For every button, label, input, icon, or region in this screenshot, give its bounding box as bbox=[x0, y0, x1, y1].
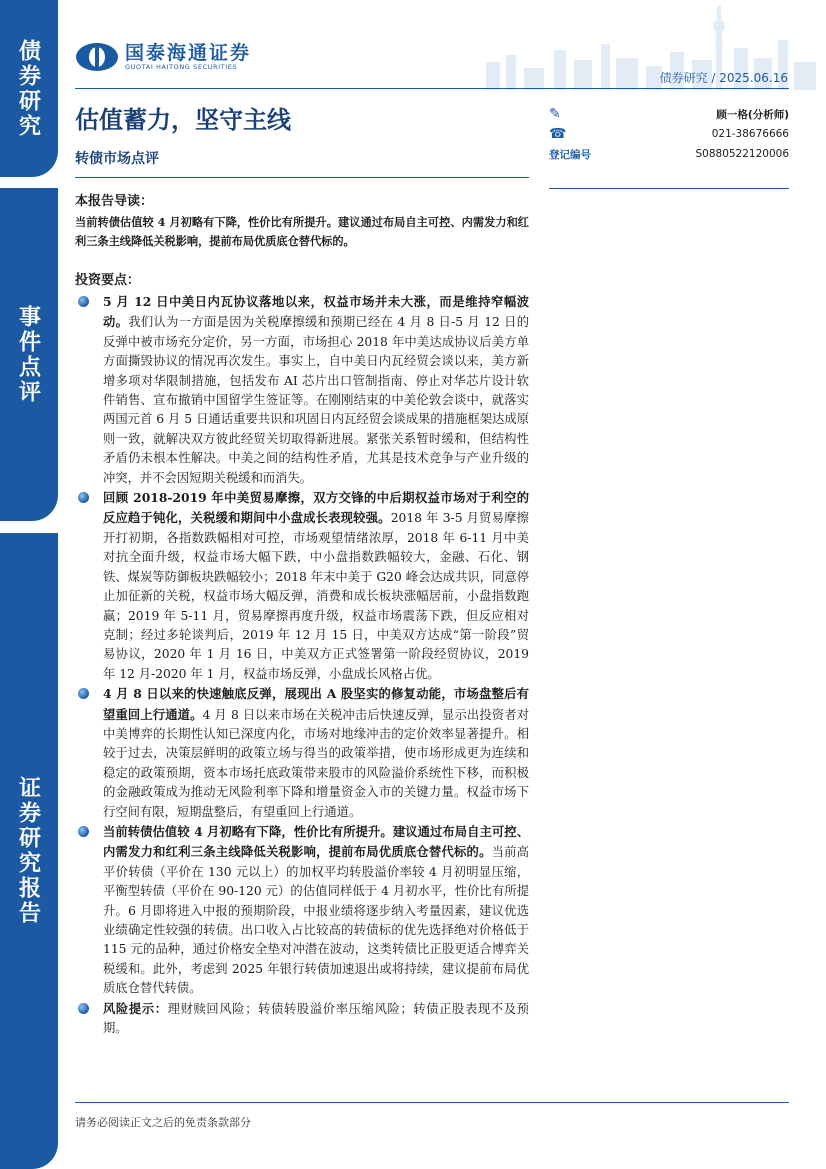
report-body bbox=[75, 190, 529, 1038]
category-date: 债券研究 / 2025.06.16 bbox=[659, 71, 788, 85]
analyst-name: 顾一格(分析师) bbox=[716, 108, 789, 121]
report-subtitle: 转债市场点评 bbox=[75, 151, 159, 167]
bullet-icon bbox=[78, 688, 89, 699]
list-item: 5 月 12 日中美日内瓦协议落地以来，权益市场并未大涨，而是维持窄幅波动。我们认为一方面是因为关税摩擦缓和预期已经在 4 月 8 日-5 月 12 日的反弹中被市场充分定价，另一方面，市场担心 2018 年中美达成协议后美方单方面撕毁协议的情况再次发生。事实上，自中美日内瓦经贸会谈以来，美方新增多项对华限制措施，包括发布 AI 芯片出口管制指南、停止对华芯片设计软件销售、宣布撤销中国留学生签证等。在刚刚结束的中美伦敦会谈中，就落实两国元首 6 月 5 日通话重要共识和巩固日内瓦经贸会谈成果的措施框架达成原则一致，就解决双方彼此经贸关切取得新进展。紧张关系暂时缓和，但结构性矛盾仍未根本性解决。中美之间的结构性矛盾，尤其是技术竞争与产业升级的冲突，并不会因短期关税缓和而消失。 bbox=[75, 292, 529, 488]
analyst-info bbox=[549, 104, 789, 164]
logo-mark-icon bbox=[75, 42, 119, 72]
intro-text: 当前转债估值较 4 月初略有下降，性价比有所提升。建议通过布局自主可控、内需发力和红利三条主线降低关税影响，提前布局优质底仓替代标的。 bbox=[75, 215, 529, 248]
bullet-icon bbox=[78, 296, 89, 307]
registration-number: S0880522120006 bbox=[695, 148, 789, 160]
side-tab-event-review: 事件点评 bbox=[0, 188, 58, 521]
side-tab-research-report: 证券研究报告 bbox=[0, 533, 58, 1169]
bullet-icon bbox=[78, 1003, 89, 1014]
list-item: 回顾 2018-2019 年中美贸易摩擦，双方交锋的中后期权益市场对于利空的反应趋于钝化，关税缓和期间中小盘成长表现较强。2018 年 3-5 月贸易摩擦开打初期，各指数跌幅相对可控，市场观望情绪浓厚，2018 年 6-11 月中美对抗全面升级，权益市场大幅下跌，中小盘指数跌幅较大，金融、石化、钢铁、煤炭等防御板块跌幅较小；2018 年末中美于 G20 峰会达成共识，同意停止加征新的关税，权益市场大幅反弹，消费和成长板块涨幅居前，小盘指数跑赢；2019 年 5-11 月，贸易摩擦再度升级，权益市场震荡下跌，但反应相对克制；经过多轮谈判后，2019 年 12 月 15 日，中美双方达成“第一阶段”贸易协议，2020 年 1 月 16 日，中美双方正式签署第一阶段经贸协议，2019 年 12 月-2020 年 1 月，权益市场反弹，小盘成长风格占优。 bbox=[75, 488, 529, 684]
analyst-phone: 021-38676666 bbox=[711, 128, 789, 140]
pen-icon: ✎ bbox=[549, 106, 561, 122]
disclaimer-note: 请务必阅读正文之后的免责条款部分 bbox=[75, 1116, 251, 1129]
logo-cn-text: 国泰海通证券 bbox=[125, 42, 252, 64]
list-item: 4 月 8 日以来的快速触底反弹，展现出 A 股坚实的修复动能，市场盘整后有望重回上行通道。4 月 8 日以来市场在关税冲击后快速反弹，显示出投资者对中美博弈的长期性认知已深度内化，市场对地缘冲击的定价效率显著提升。相较于过去，决策层鲜明的政策立场与得当的政策举措，使市场形成更为连续和稳定的政策预期，资本市场托底政策带来股市的风险溢价系统性下移，而积极的金融政策成为推动无风险利率下降和增量资金入市的关键力量。权益市场下行空间有限，短期盘整后，有望重回上行通道。 bbox=[75, 684, 529, 822]
brand-logo bbox=[75, 40, 251, 74]
side-tab-bond-research: 债券研究 bbox=[0, 0, 58, 177]
points-heading: 投资要点： bbox=[75, 273, 141, 288]
list-item: 风险提示：理财赎回风险；转债转股溢价率压缩风险；转债正股表现不及预期。 bbox=[75, 999, 529, 1039]
registration-label: 登记编号 bbox=[549, 148, 591, 161]
logo-en-text: GUOTAI HAITONG SECURITIES bbox=[125, 63, 238, 71]
bullet-icon bbox=[78, 826, 89, 837]
footer-divider bbox=[75, 1102, 789, 1103]
phone-icon: ☎ bbox=[549, 126, 567, 142]
title-divider bbox=[75, 177, 529, 178]
analyst-divider bbox=[549, 188, 789, 189]
bullet-icon bbox=[78, 492, 89, 503]
header-divider bbox=[75, 88, 789, 89]
report-title: 估值蓄力，坚守主线 bbox=[75, 105, 291, 134]
side-tabs bbox=[0, 0, 58, 1169]
list-item: 当前转债估值较 4 月初略有下降，性价比有所提升。建议通过布局自主可控、内需发力和红利三条主线降低关税影响，提前布局优质底仓替代标的。当前高平价转债（平价在 130 元以上）的加权平均转股溢价率较 4 月初明显压缩，平衡型转债（平价在 90-120 元）的估值同样低于 4 月初水平，性价比有所提升。6 月即将进入中报的预期阶段，中报业绩将逐步纳入考量因素，建议优选业绩确定性较强的转债。出口收入占比较高的转债标的优先选择绝对价格低于 115 元的品种，通过价格安全垫对冲潜在波动，这类转债比正股更适合博弈关税缓和。此外，考虑到 2025 年银行转债加速退出或将持续，建议提前布局优质底仓替代转债。 bbox=[75, 822, 529, 999]
intro-heading: 本报告导读： bbox=[75, 194, 154, 209]
key-points-list bbox=[75, 292, 529, 1038]
